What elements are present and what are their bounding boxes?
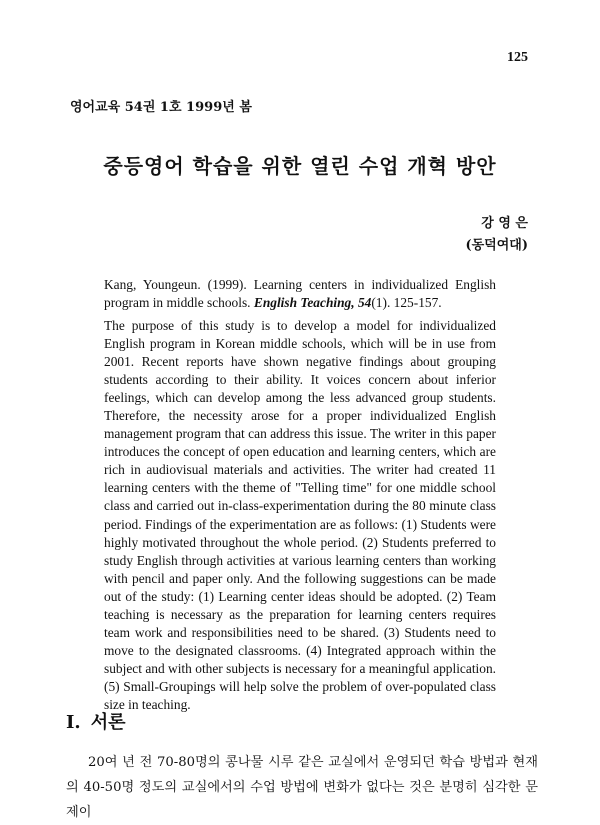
citation <box>104 276 496 312</box>
author-block <box>465 213 528 257</box>
paper-title: 중등영어 학습을 위한 열린 수업 개혁 방안 <box>103 154 497 178</box>
citation-suffix: (1). 125-157. <box>371 295 442 310</box>
page-number: 125 <box>507 50 528 65</box>
section-heading <box>66 708 125 734</box>
section-number: I. <box>66 712 81 733</box>
citation-journal: English Teaching, 54 <box>253 295 372 310</box>
body-paragraph: 20여 년 전 70-80명의 콩나물 시루 같은 교실에서 운영되던 학습 방법과 현재의 40-50명 정도의 교실에서의 수업 방법에 변화가 없다는 것은 분명히 심각한 문제이 <box>66 755 538 820</box>
author-name: 강 영 은 <box>481 216 528 231</box>
citation-prefix: Kang, Youngeun. (1999). Learning centers in individualized English program in middle schools. <box>104 277 496 310</box>
section-title: 서론 <box>90 712 126 733</box>
author-affiliation: (동덕여대) <box>465 238 528 253</box>
journal-info: 영어교육 54권 1호 1999년 봄 <box>70 100 252 115</box>
abstract: The purpose of this study is to develop a model for individualized English program in Korean middle schools, which will be in use from 2001. Recent reports have shown negative findings about grouping students according to their ability. It voices concern about inferior feelings, which can develop among the less advanced group students. Therefore, the necessity arose for a proper individualized English management program that can address this issue. The writer in this paper introduces the concept of open education and learning centers, which are rich in audiovisual materials and activities. The writer had created 11 learning centers with the theme of "Telling time" for one middle school class and carried out in-class-experimentation during the 80 minute class period. Findings of the experimentation are as follows: (1) Students were highly motivated throughout the whole period. (2) Students preferred to study English through activities at various learning centers than working with pencil and paper only. And the following suggestions can be made out of the study: (1) Learning center ideas should be adopted. (2) Team teaching is necessary as the preparation for learning centers requires team work and responsibilities need to be shared. (3) Students need to move to the designated classrooms. (4) Integrated approach within the subject and with other subjects is necessary for a meaningful application. (5) Small-Groupings will help solve the problem of over-populated class size in teaching. <box>104 318 496 712</box>
